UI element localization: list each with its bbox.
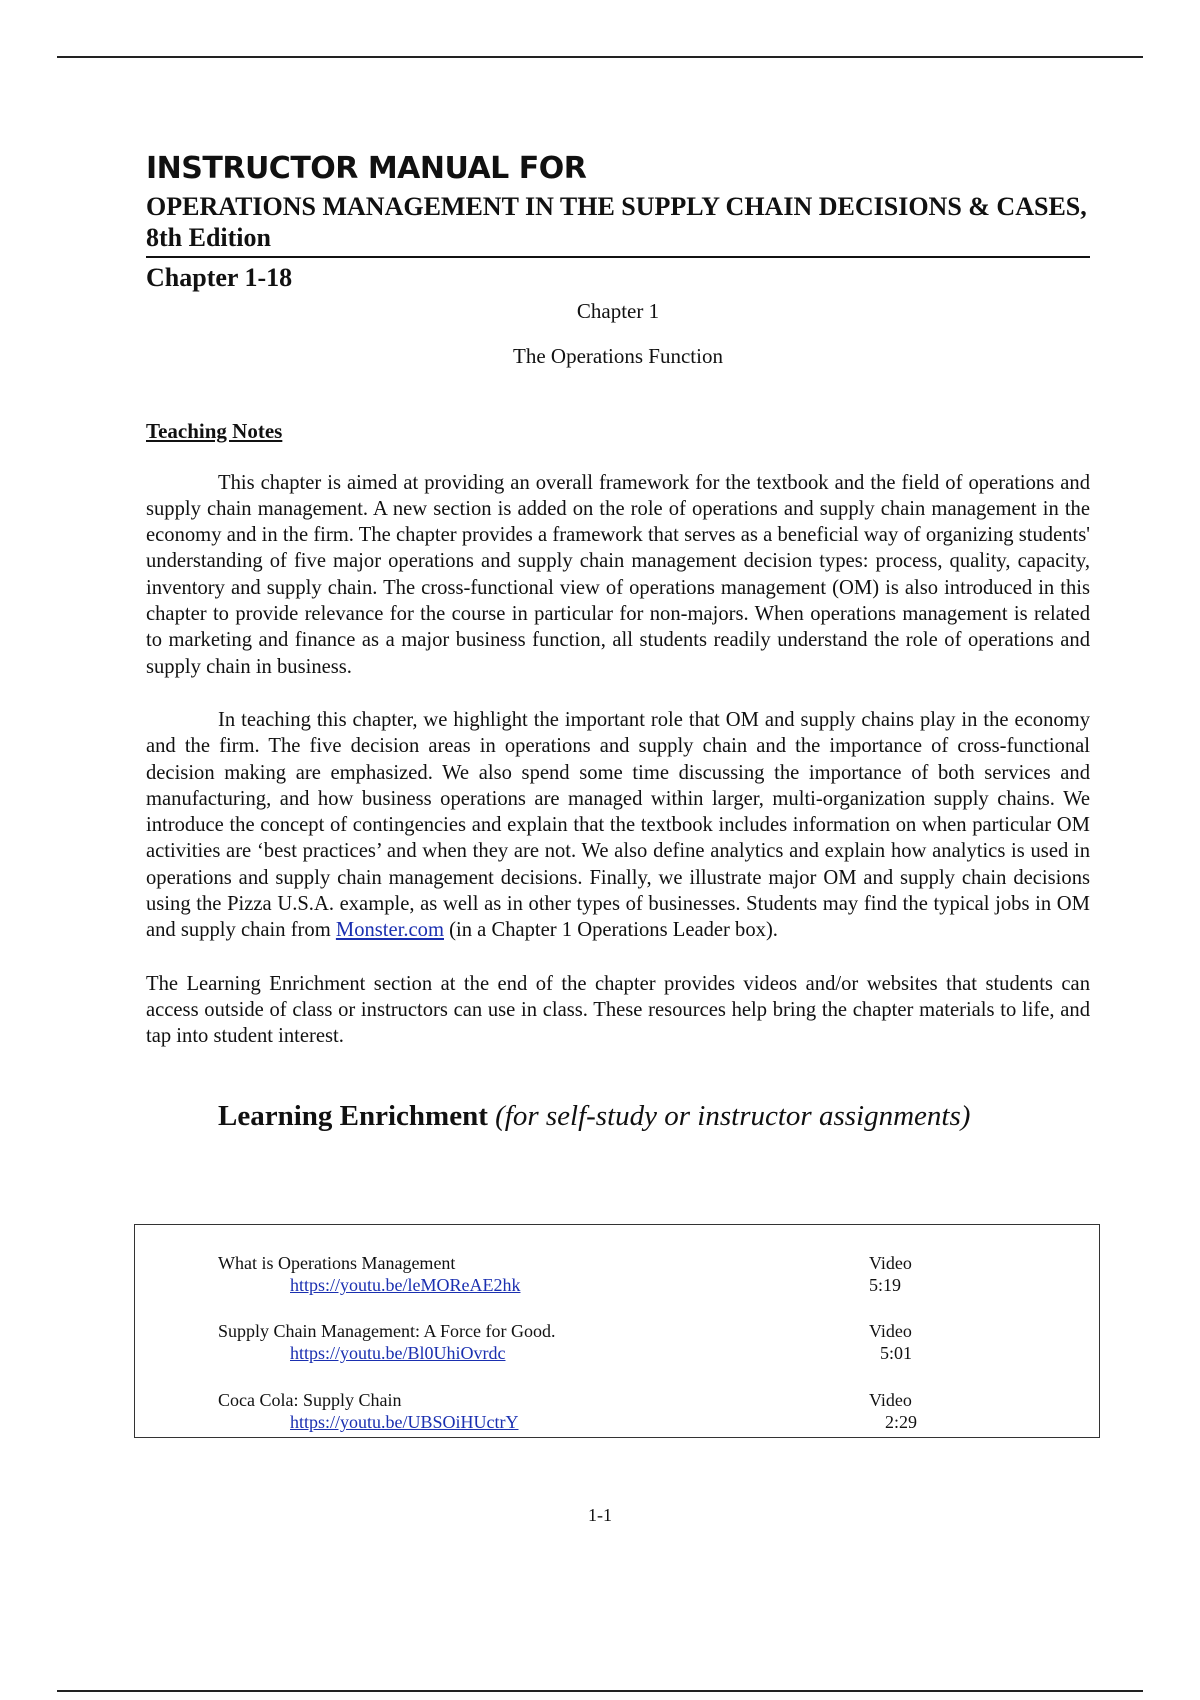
resource-type: Video bbox=[869, 1321, 912, 1341]
paragraph-2-tail: (in a Chapter 1 Operations Leader box). bbox=[444, 919, 778, 942]
bottom-rule bbox=[57, 1690, 1143, 1692]
page-number: 1-1 bbox=[588, 1505, 612, 1525]
resource-link[interactable]: https://youtu.be/leMOReAE2hk bbox=[290, 1275, 521, 1295]
chapter-number: Chapter 1 bbox=[576, 298, 660, 323]
book-title: OPERATIONS MANAGEMENT IN THE SUPPLY CHAIN DECISIONS & CASES, 8th Edition bbox=[146, 191, 1087, 253]
monster-link[interactable]: Monster.com bbox=[335, 919, 444, 942]
title-divider bbox=[146, 256, 1090, 258]
resource-duration: 2:29 bbox=[885, 1412, 918, 1432]
manual-title: INSTRUCTOR MANUAL FOR bbox=[146, 151, 587, 186]
paragraph-2-text: In teaching this chapter, we highlight the important role that OM and supply chains play in the economy and the firm. The five decision areas in operations and supply chain and the importance of cross-functional decision making are emphasized. We also spend some time discussing the importance of both services and manufacturing, and how business operations are managed within larger, multi-organization supply chains. We introduce the concept of contingencies and explain that the textbook includes information on when particular OM activities are ‘best practices’ and when they are not. We also define analytics and explain how analytics is used in operations and supply chain management decisions. Finally, we illustrate major OM and supply chain decisions using the Pizza U.S.A. example, as well as in other types of businesses. Students may find the typical jobs in OM and supply chain from bbox=[146, 708, 1090, 942]
chapter-range: Chapter 1-18 bbox=[146, 262, 293, 292]
top-rule bbox=[57, 56, 1143, 58]
resource-item bbox=[218, 1252, 1078, 1296]
resource-item bbox=[218, 1389, 1078, 1433]
resource-duration: 5:19 bbox=[869, 1275, 902, 1295]
teaching-notes-paragraph-3: The Learning Enrichment section at the end of the chapter provides videos and/or websites that students can access outside of class or instructors can use in class. These resources help bring the chapter materials to life, and tap into student interest. bbox=[146, 972, 1090, 1048]
enrichment-heading-bold: Learning Enrichment bbox=[218, 1100, 488, 1133]
resource-link[interactable]: https://youtu.be/UBSOiHUctrY bbox=[290, 1412, 519, 1432]
teaching-notes-paragraph-2 bbox=[146, 707, 1090, 944]
resource-link[interactable]: https://youtu.be/Bl0UhiOvrdc bbox=[290, 1343, 506, 1363]
resource-title: What is Operations Management bbox=[218, 1253, 456, 1273]
resource-type: Video bbox=[869, 1390, 912, 1410]
resource-title: Coca Cola: Supply Chain bbox=[218, 1390, 402, 1410]
learning-enrichment-heading bbox=[218, 1101, 1090, 1133]
teaching-notes-heading: Teaching Notes bbox=[146, 418, 283, 443]
resource-type: Video bbox=[869, 1253, 912, 1273]
resource-item bbox=[218, 1320, 1078, 1364]
teaching-notes-paragraph-1: This chapter is aimed at providing an overall framework for the textbook and the field of operations and supply chain management. A new section is added on the role of operations and supply chain management in the economy and in the firm. The chapter provides a framework that serves as a beneficial way of organizing students' understanding of five major operations and supply chain management decision types: process, quality, capacity, inventory and supply chain. The cross-functional view of operations management (OM) is also introduced in this chapter to provide relevance for the course in particular for non-majors. When operations management is related to marketing and finance as a major business function, all students readily understand the role of operations and supply chain in business. bbox=[146, 471, 1090, 678]
enrichment-heading-italic: (for self-study or instructor assignments) bbox=[495, 1100, 971, 1133]
resource-duration: 5:01 bbox=[880, 1343, 913, 1363]
chapter-name: The Operations Function bbox=[513, 343, 723, 368]
resource-title: Supply Chain Management: A Force for Good. bbox=[218, 1321, 556, 1341]
document-page bbox=[146, 152, 1090, 1133]
learning-enrichment-box bbox=[134, 1224, 1100, 1438]
